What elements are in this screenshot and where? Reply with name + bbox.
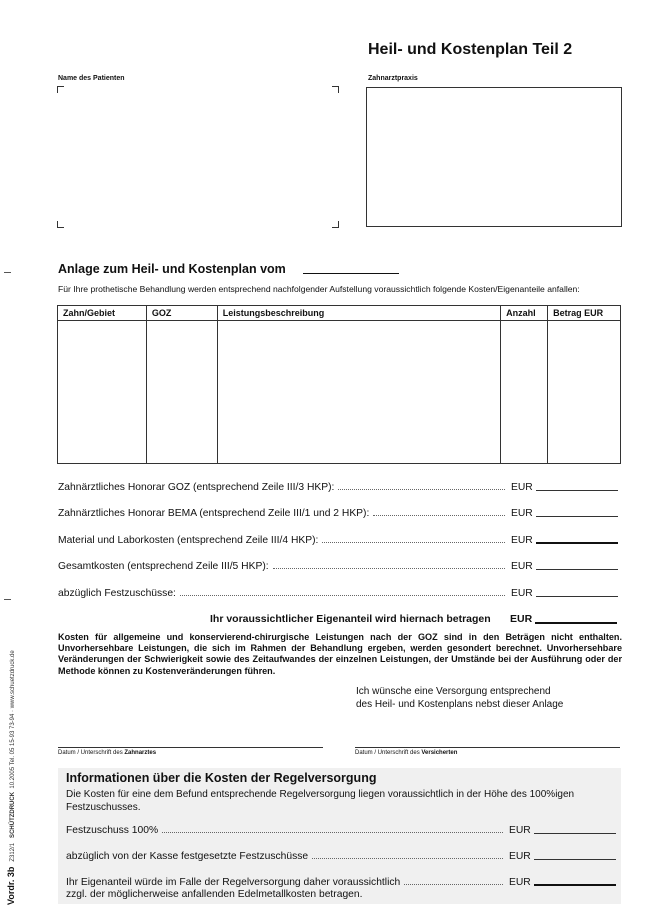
form-imprint: Vordr. 3b Z312/1 SCHÜTZDRUCK 10.2005 Tel. 05 15-93 73-94 · www.schuetzdruck.de (6, 650, 16, 905)
info-row-festzuschuss: Festzuschuss 100% EUR (66, 822, 616, 836)
amount-field[interactable] (534, 833, 616, 834)
corner-mark (332, 86, 339, 93)
col-header-anzahl: Anzahl (501, 306, 548, 321)
cost-row-gesamt: Gesamtkosten (entsprechend Zeile III/5 HKP): EUR (58, 558, 618, 572)
col-header-betrag: Betrag EUR (548, 306, 621, 321)
anlage-date-field[interactable] (303, 273, 399, 274)
praxis-stamp-field[interactable] (366, 87, 622, 227)
amount-field[interactable] (536, 596, 618, 597)
eigenanteil-amount-field[interactable] (535, 622, 617, 624)
services-table (57, 305, 621, 464)
table-entry-row[interactable] (58, 321, 621, 464)
amount-field[interactable] (536, 569, 618, 570)
table-header-row (58, 306, 621, 321)
eigenanteil-label: Ihr voraussichtlicher Eigenanteil wird hiernach betragen (210, 613, 491, 625)
amount-field[interactable] (534, 884, 616, 886)
anlage-heading: Anlage zum Heil- und Kostenplan vom (58, 262, 286, 276)
eigenanteil-currency: EUR (510, 613, 533, 625)
patient-name-label: Name des Patienten (58, 75, 125, 82)
cost-row-material: Material und Laborkosten (entsprechend Zeile III/4 HKP): EUR (58, 532, 618, 546)
col-header-leistung: Leistungsbeschreibung (217, 306, 500, 321)
patient-name-field[interactable] (57, 86, 339, 228)
praxis-label: Zahnarztpraxis (368, 75, 418, 82)
amount-field[interactable] (536, 542, 618, 544)
amount-field[interactable] (536, 490, 618, 491)
corner-mark (57, 221, 64, 228)
info-row-eigenanteil-cont: zzgl. der möglicherweise anfallenden Edelmetallkosten betragen. (66, 889, 363, 900)
info-text: Die Kosten für eine dem Befund entsprechende Regelversorgung liegen voraussichtlich in der Höhe des 100%igen Festzuschusses. (66, 789, 575, 813)
cell-leistung[interactable] (217, 321, 500, 464)
signature-line-zahnarzt[interactable] (58, 747, 323, 748)
col-header-goz: GOZ (146, 306, 217, 321)
signature-caption-zahnarzt: Datum / Unterschrift des Zahnarztes (58, 750, 157, 756)
consent-text: Ich wünsche eine Versorgung entsprechend des Heil- und Kostenplans nebst dieser Anlage (356, 686, 564, 710)
intro-text: Für Ihre prothetische Behandlung werden entsprechend nachfolgender Aufstellung voraussichtlich folgende Kosten/Eigenanteile anfallen: (58, 284, 580, 294)
cell-betrag[interactable] (548, 321, 621, 464)
corner-mark (332, 221, 339, 228)
fold-mark (4, 599, 11, 600)
amount-field[interactable] (534, 859, 616, 860)
fold-mark (4, 272, 11, 273)
col-header-zahn: Zahn/Gebiet (58, 306, 147, 321)
info-row-abzueglich: abzüglich von der Kasse festgesetzte Festzuschüsse EUR (66, 848, 616, 862)
info-row-eigenanteil: Ihr Eigenanteil würde im Falle der Regelversorgung daher voraussichtlich EUR (66, 874, 616, 888)
cost-row-festzuschuss: abzüglich Festzuschüsse: EUR (58, 585, 618, 599)
info-title: Informationen über die Kosten der Regelversorgung (66, 771, 377, 785)
amount-field[interactable] (536, 516, 618, 517)
cost-notice: Kosten für allgemeine und konservierend-chirurgische Leistungen nach der GOZ sind in den Beträgen nicht enthalten. Unvorhersehbare Leistungen, die sich im Rahmen der Behandlung ergeben, werden gesondert berechnet. Unvorhersehbare Veränderungen der Schwierigkeit sowie des Zeitaufwandes der einzelnen Leistungen, der Umstände bei der Ausführung oder der Methode können zu Kostenveränderungen führen. (58, 632, 622, 676)
cell-zahn[interactable] (58, 321, 147, 464)
corner-mark (57, 86, 64, 93)
cell-anzahl[interactable] (501, 321, 548, 464)
page-title: Heil- und Kostenplan Teil 2 (368, 41, 573, 58)
signature-line-versicherter[interactable] (355, 747, 620, 748)
cell-goz[interactable] (146, 321, 217, 464)
cost-row-bema: Zahnärztliches Honorar BEMA (entsprechend Zeile III/1 und 2 HKP): EUR (58, 505, 618, 519)
cost-row-goz: Zahnärztliches Honorar GOZ (entsprechend Zeile III/3 HKP): EUR (58, 479, 618, 493)
signature-caption-versicherter: Datum / Unterschrift des Versicherten (355, 750, 458, 756)
